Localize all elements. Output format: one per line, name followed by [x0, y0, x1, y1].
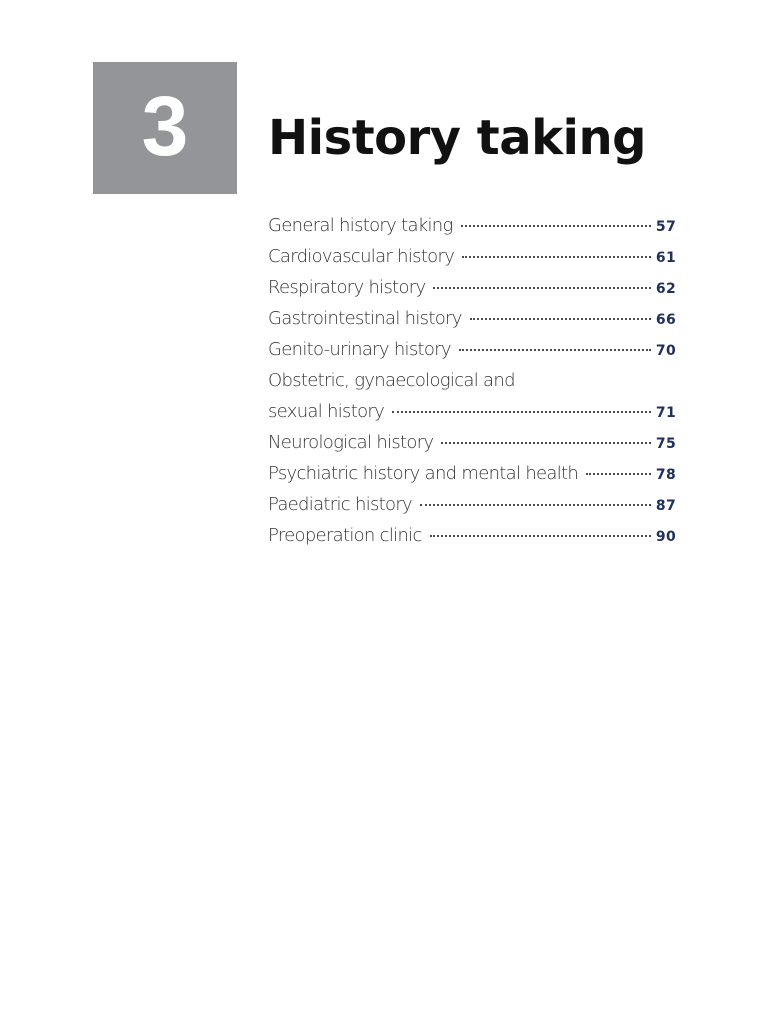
toc-entry-title: Preoperation clinic: [268, 525, 422, 546]
dot-leader: [462, 256, 651, 258]
table-of-contents: [268, 210, 676, 551]
chapter-number: 3: [141, 79, 189, 173]
toc-line: [268, 396, 676, 427]
toc-entry-title: Paediatric history: [268, 494, 412, 515]
dot-leader: [392, 411, 651, 413]
toc-entry[interactable]: [268, 489, 676, 520]
toc-page-number: 66: [655, 312, 676, 328]
toc-line: [268, 365, 676, 396]
toc-line: [268, 489, 676, 520]
toc-entry[interactable]: [268, 334, 676, 365]
toc-entry[interactable]: [268, 272, 676, 303]
dot-leader: [441, 442, 651, 444]
dot-leader: [420, 504, 651, 506]
chapter-title: History taking: [268, 110, 647, 166]
toc-entry-title: General history taking: [268, 215, 453, 236]
dot-leader: [433, 287, 651, 289]
toc-line: [268, 210, 676, 241]
toc-page-number: 87: [655, 498, 676, 514]
toc-page-number: 70: [655, 343, 676, 359]
toc-entry-title: Gastrointestinal history: [268, 308, 462, 329]
toc-page-number: 57: [655, 219, 676, 235]
toc-entry-title: Obstetric, gynaecological and: [268, 370, 515, 391]
toc-page-number: 78: [655, 467, 676, 483]
toc-entry-title: Neurological history: [268, 432, 434, 453]
toc-entry-title: sexual history: [268, 401, 385, 422]
dot-leader: [461, 225, 651, 227]
chapter-number-box: [93, 62, 237, 194]
toc-line: [268, 458, 676, 489]
toc-entry[interactable]: [268, 210, 676, 241]
dot-leader: [459, 349, 651, 351]
toc-entry[interactable]: [268, 458, 676, 489]
dot-leader: [470, 318, 651, 320]
toc-entry[interactable]: [268, 520, 676, 551]
toc-entry-title: Respiratory history: [268, 277, 426, 298]
toc-line: [268, 520, 676, 551]
toc-page-number: 75: [655, 436, 676, 452]
toc-entry[interactable]: [268, 365, 676, 427]
toc-entry-title: Cardiovascular history: [268, 246, 455, 267]
dot-leader: [430, 535, 651, 537]
toc-page-number: 71: [655, 405, 676, 421]
toc-page-number: 62: [655, 281, 676, 297]
toc-page-number: 90: [655, 529, 676, 545]
toc-line: [268, 303, 676, 334]
toc-entry[interactable]: [268, 427, 676, 458]
toc-entry[interactable]: [268, 241, 676, 272]
toc-line: [268, 334, 676, 365]
toc-entry[interactable]: [268, 303, 676, 334]
toc-entry-title: Psychiatric history and mental health: [268, 463, 579, 484]
toc-line: [268, 241, 676, 272]
dot-leader: [586, 473, 651, 475]
toc-line: [268, 427, 676, 458]
toc-entry-title: Genito-urinary history: [268, 339, 451, 360]
toc-page-number: 61: [655, 250, 676, 266]
toc-line: [268, 272, 676, 303]
